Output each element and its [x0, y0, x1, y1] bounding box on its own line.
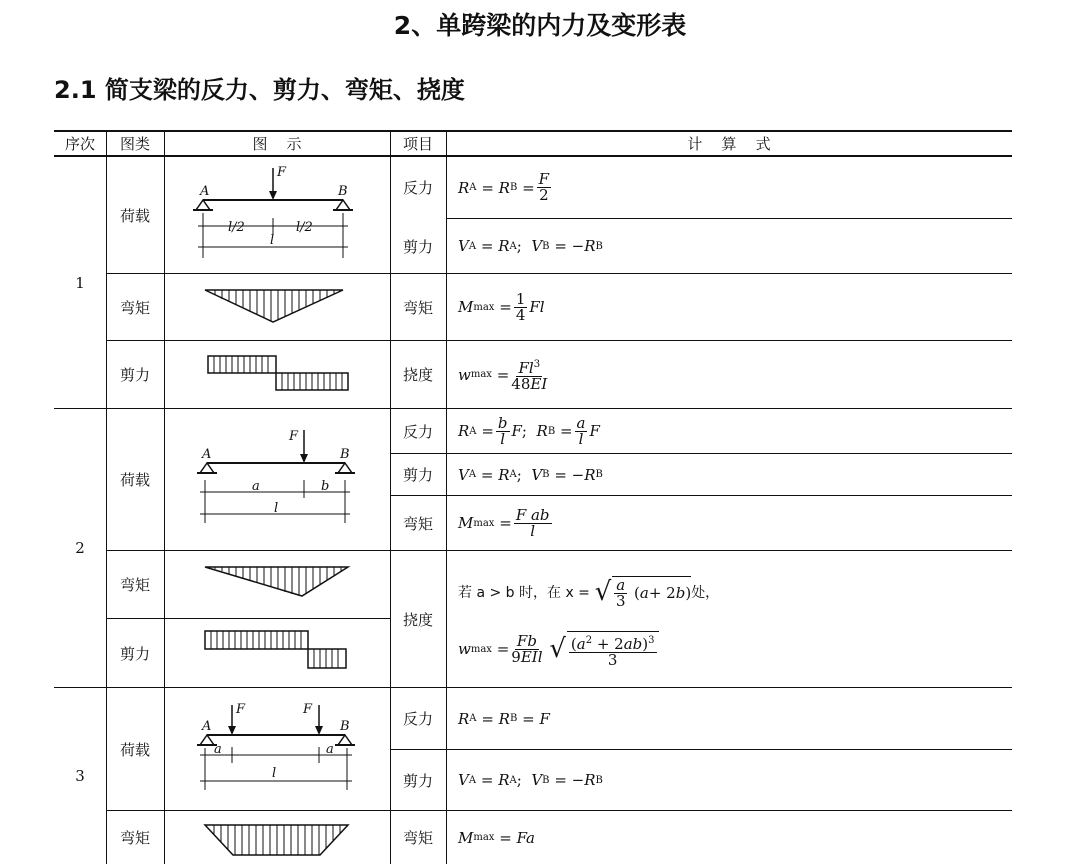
moment-diagram-trapezoid: [200, 820, 355, 864]
moment-diagram-eccentric: [200, 562, 355, 607]
shear-diagram-eccentric: [200, 625, 360, 675]
label-B: B: [340, 447, 350, 462]
item-moment: 弯矩: [402, 298, 433, 317]
formula-moment: M max = $\frac{\text{F ab}}{l}$: [458, 505, 550, 540]
seq-number: 2: [75, 539, 85, 557]
formula-deflection-location: 若 a > b 时，在 x = √ $\frac{a}{3}$ ( a + 2 b ) 处，: [458, 575, 720, 610]
item-deflection: 挠度: [402, 610, 433, 629]
label-B: B: [338, 184, 348, 199]
type-moment: 弯矩: [119, 576, 150, 594]
type-shear: 剪力: [119, 644, 150, 663]
formula-shear: V A = R A ; V B = − R B: [458, 237, 603, 255]
deflection-where: 处，: [691, 585, 720, 601]
formula-moment: M max = Fa: [458, 828, 535, 847]
label-F: F: [277, 165, 287, 180]
item-deflection: 挠度: [402, 366, 433, 384]
label-a-left: a: [214, 742, 222, 757]
formula-shear: V A = R A ; V B = − R B: [458, 771, 603, 789]
type-shear: 剪力: [119, 366, 150, 384]
header-item: 项目: [402, 135, 433, 153]
type-moment: 弯矩: [119, 829, 150, 847]
item-shear: 剪力: [402, 237, 433, 256]
item-shear: 剪力: [402, 771, 433, 790]
col-rule: [164, 131, 165, 864]
label-a-right: a: [326, 742, 334, 757]
label-A: A: [202, 719, 212, 734]
formula-reaction: R A = $\frac{b}{l}$ F ; R B = $\frac{a}{l}$ F: [458, 413, 600, 448]
label-F-right: F: [303, 702, 313, 717]
label-span: l: [272, 766, 277, 781]
label-a: a: [252, 479, 260, 494]
deflection-condition: 若 a > b 时，在 x =: [458, 585, 590, 601]
label-A: A: [202, 447, 212, 462]
label-half-right: l/2: [296, 220, 313, 235]
item-shear: 剪力: [402, 466, 433, 484]
formula-shear: V A = R A ; V B = − R B: [458, 465, 603, 484]
item-moment: 弯矩: [402, 514, 433, 533]
header-figure: 图 示: [252, 135, 302, 153]
label-F-left: F: [236, 702, 246, 717]
label-A: A: [200, 184, 210, 199]
formula-deflection: w max = $\frac{Fl^3}{48EI}$: [458, 359, 548, 393]
item-reaction: 反力: [402, 179, 433, 197]
label-span: l: [270, 233, 275, 248]
page-title: 2、单跨梁的内力及变形表: [393, 11, 687, 40]
type-moment: 弯矩: [119, 298, 150, 317]
header-seq: 序次: [64, 135, 95, 153]
seq-number: 3: [75, 767, 85, 785]
formula-moment: M max = $\frac{1}{4}$ Fl: [458, 289, 545, 324]
type-load: 荷载: [119, 740, 150, 759]
header-type: 图类: [119, 135, 150, 153]
section-title: 2.1 简支梁的反力、剪力、弯矩、挠度: [54, 76, 465, 104]
formula-reaction: R A = R B = $\frac{F}{2}$: [458, 170, 550, 204]
type-load: 荷载: [119, 471, 150, 489]
header-formula: 计 算 式: [687, 135, 771, 153]
label-B: B: [340, 719, 350, 734]
formula-deflection-max: w max = $\frac{Fb}{\text{9EIl}}$ √ $\frac{(a^2 + 2ab)^3}{3}$: [458, 624, 998, 674]
label-span: l: [274, 501, 279, 516]
label-b: b: [321, 479, 330, 494]
item-reaction: 反力: [402, 422, 433, 441]
col-rule: [446, 131, 447, 864]
formula-reaction: R A = R B = F: [458, 709, 550, 728]
row-rule: [106, 550, 1012, 551]
label-F: F: [289, 429, 299, 444]
load-diagram-two-point: [190, 695, 360, 800]
type-load: 荷载: [119, 206, 150, 225]
seq-number: 1: [75, 273, 85, 292]
moment-diagram-triangle: [200, 285, 350, 330]
item-moment: 弯矩: [402, 829, 433, 847]
item-reaction: 反力: [402, 710, 433, 728]
load-diagram-central: [190, 160, 360, 270]
label-half-left: l/2: [228, 220, 245, 235]
shear-diagram-step: [200, 350, 360, 400]
load-diagram-eccentric: [190, 420, 365, 530]
